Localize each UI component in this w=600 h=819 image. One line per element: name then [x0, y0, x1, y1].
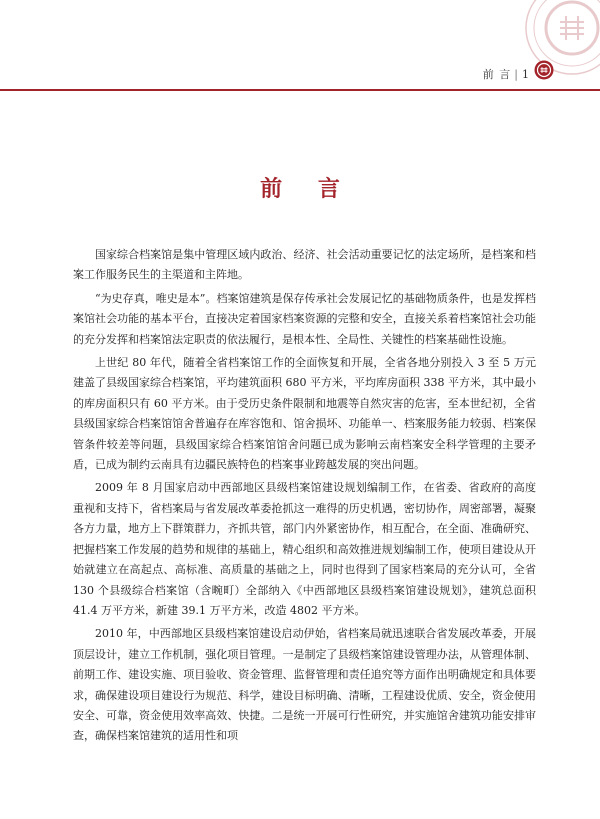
- running-head-separator: |: [514, 68, 519, 81]
- page-number: 1: [522, 68, 530, 81]
- seal-icon: [534, 60, 554, 80]
- paragraph: 2010 年，中西部地区县级档案馆建设启动伊始，省档案局就迅速联合省发展改革委，开展顶层设计，建立工作机制，强化项目管理。一是制定了县级档案馆建设管理办法，从管理体制、前期工作、建设实施、项目验收、资金管理、监督管理和责任追究等方面作出明确规定和具体要求，确保建设项目建设行为规范、科学，建设目标明确、清晰，工程建设优质、安全，资金使用安全、可靠，资金使用效率高效、快捷。二是统一开展可行性研究，并实施馆舍建筑功能安排审查，确保档案馆建筑的适用性和项: [73, 627, 536, 743]
- page-title: 前 言: [260, 176, 354, 202]
- paragraph: “为史存真，唯史是本”。档案馆建筑是保存传承社会发展记忆的基础物质条件，也是发挥档案馆社会功能的基本平台，直接决定着国家档案资源的完整和安全，直接关系着档案馆社会功能的充分发挥和档案馆法定职责的依法履行，是根本性、全局性、关键性的档案基础性设施。: [73, 291, 536, 346]
- paragraph: 国家综合档案馆是集中管理区域内政治、经济、社会活动重要记忆的法定场所，是档案和档案工作服务民生的主渠道和主阵地。: [73, 248, 536, 282]
- body-text: [73, 245, 536, 750]
- header-rule: [0, 89, 600, 91]
- running-head: [483, 66, 530, 82]
- running-head-section: 前 言: [482, 68, 512, 81]
- paragraph: 2009 年 8 月国家启动中西部地区县级档案馆建设规划编制工作，在省委、省政府的高度重视和支持下，省档案局与省发展改革委抢抓这一难得的历史机遇，密切协作，周密部署，凝聚各方力量，地方上下群策群力，齐抓共管，部门内外紧密协作，相互配合，在全面、准确研究、把握档案工作发展的趋势和规律的基础上，精心组织和高效推进规划编制工作，使项目建设从开始就建立在高起点、高标准、高质量的基础之上，同时也得到了国家档案局的充分认可，全省 130 个县级综合档案馆（含畹町）全部纳入《中西部地区县级档案馆建设规划》，建筑总面积 41.4 万平方米，新建 39.1 万平方米，改造 4802 平方米。: [73, 481, 536, 617]
- paragraph: 上世纪 80 年代，随着全省档案馆工作的全面恢复和开展，全省各地分别投入 3 至 5 万元建盖了县级国家综合档案馆，平均建筑面积 680 平方米，平均库房面积 338 平方米，其中最小的库房面积只有 60 平方米。由于受历史条件限制和地震等自然灾害的危害，至本世纪初，全省县级国家综合档案馆馆舍普遍存在库容饱和、馆舍损坏、功能单一、档案服务能力较弱、档案保管条件较差等问题，县级国家综合档案馆馆舍问题已成为影响云南档案安全科学管理的主要矛盾，已成为制约云南具有边疆民族特色的档案事业跨越发展的突出问题。: [73, 356, 536, 472]
